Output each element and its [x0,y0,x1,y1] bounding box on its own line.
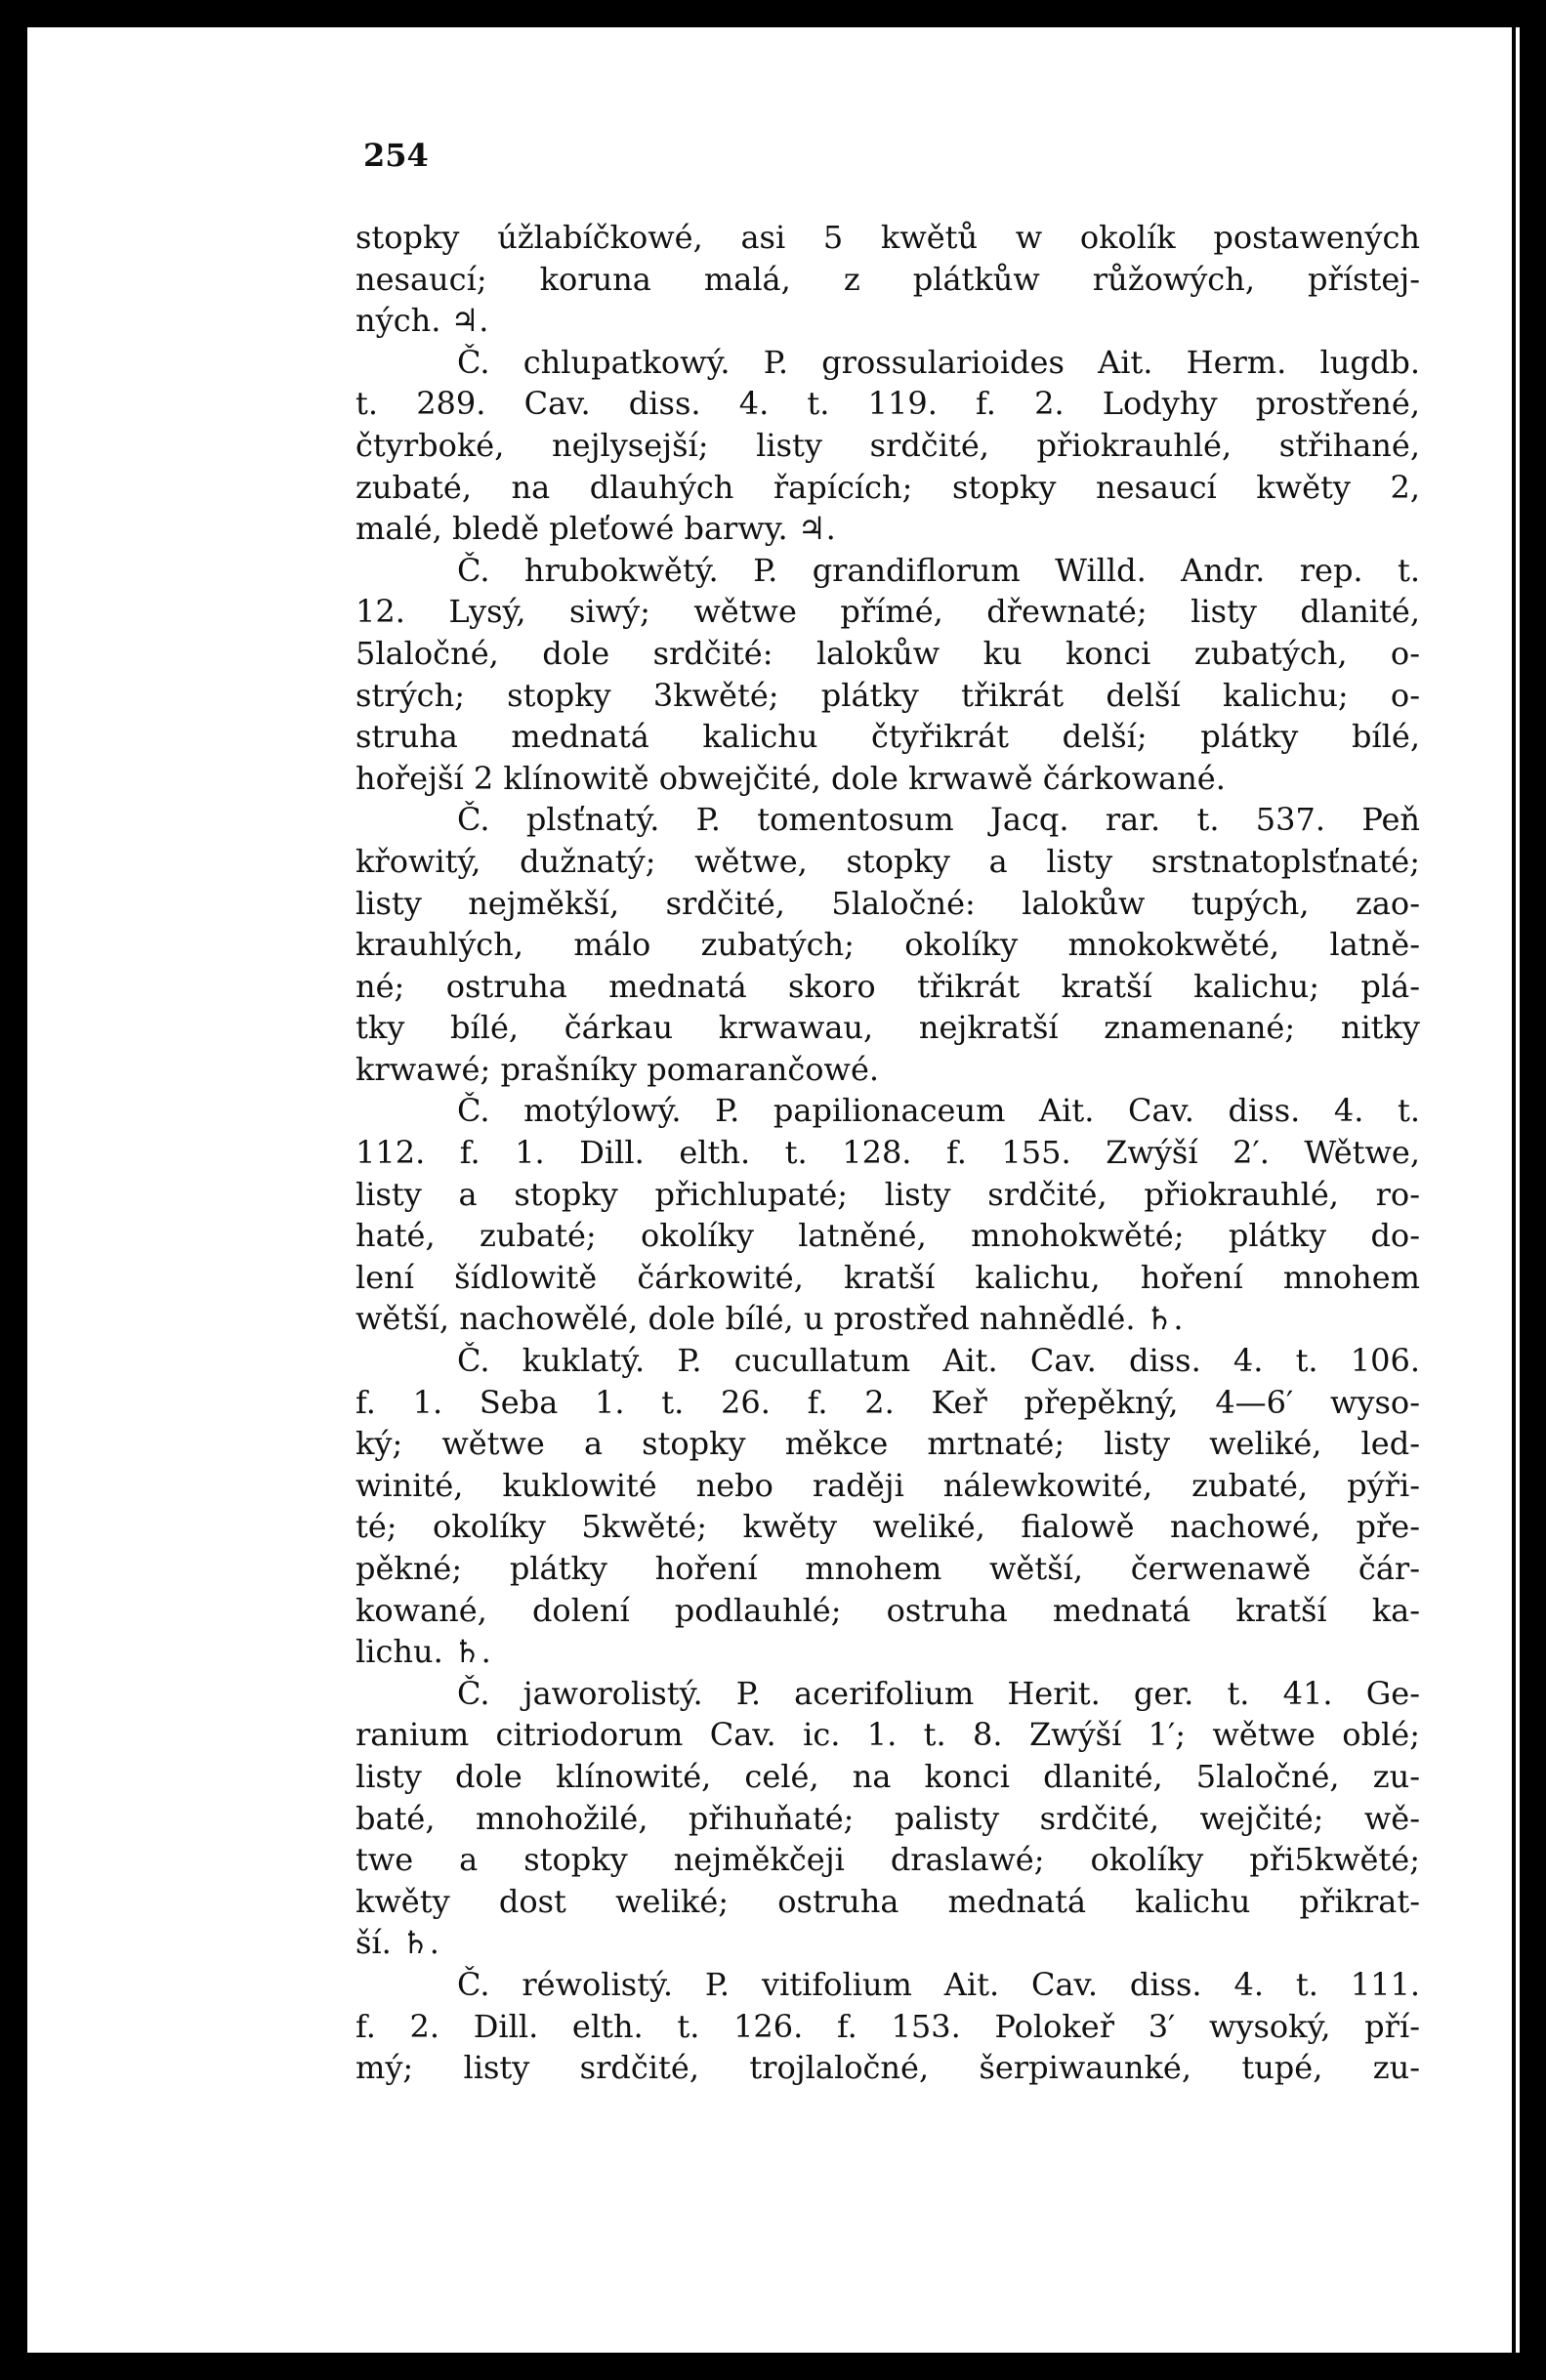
text-line: ký; wětwe a stopky měkce mrtnaté; listy weliké, led- [355,1425,1420,1463]
text-line: listy dole klínowité, celé, na konci dlanité, 5laločné, zu- [355,1757,1420,1795]
text-line: né; ostruha mednatá skoro třikrát kratší kalichu; plá- [355,967,1420,1005]
text-line: Č. réwolistý. P. vitifolium Ait. Cav. diss. 4. t. 111. [457,1965,1420,2003]
text-line: f. 1. Seba 1. t. 26. f. 2. Keř přepěkný, 4—6′ wyso- [355,1383,1420,1421]
text-line: struha mednatá kalichu čtyřikrát delší; plátky bílé, [355,718,1420,756]
text-line: f. 2. Dill. elth. t. 126. f. 153. Polokeř 3′ wysoký, pří- [355,2007,1420,2045]
text-line: 112. f. 1. Dill. elth. t. 128. f. 155. Zwýší 2′. Wětwe, [355,1134,1420,1172]
text-line: malé, bledě pleťowé barwy. ♃. [355,510,836,548]
text-line: té; okolíky 5kwěté; kwěty weliké, fialowě nachowé, pře- [355,1508,1420,1546]
page-edge-line [1516,27,1520,2353]
text-line: wětší, nachowělé, dole bílé, u prostřed nahnědlé. ♄. [355,1300,1184,1338]
text-line: baté, mnohožilé, přihuňaté; palisty srdčité, wejčité; wě- [355,1799,1420,1837]
body-text [355,217,1420,2089]
text-line: čtyrboké, nejlysejší; listy srdčité, přiokrauhlé, střihané, [355,426,1420,464]
text-line: lení šídlowitě čárkowité, kratší kalichu, hoření mnohem [355,1258,1420,1296]
text-line: winité, kuklowité nebo raději nálewkowité, zubaté, pýři- [355,1466,1420,1504]
text-line: listy a stopky přichlupaté; listy srdčité, přiokrauhlé, ro- [355,1175,1420,1213]
text-line: Č. motýlowý. P. papilionaceum Ait. Cav. diss. 4. t. [457,1092,1420,1130]
text-line: Č. plsťnatý. P. tomentosum Jacq. rar. t. 537. Peň [457,801,1420,839]
page-number: 254 [363,137,429,174]
text-line: strých; stopky 3kwěté; plátky třikrát delší kalichu; o- [355,676,1420,714]
text-line: nesaucí; koruna malá, z plátkůw růžowých, přístej- [355,260,1420,298]
text-line: Č. jaworolistý. P. acerifolium Herit. ger. t. 41. Ge- [457,1674,1420,1712]
text-line: 12. Lysý, siwý; wětwe přímé, dřewnaté; listy dlanité, [355,593,1420,631]
text-line: křowitý, dužnatý; wětwe, stopky a listy srstnatoplsťnaté; [355,842,1420,880]
text-line: kwěty dost weliké; ostruha mednatá kalichu přikrat- [355,1882,1420,1920]
text-line: stopky úžlabíčkowé, asi 5 kwětů w okolík postawených [355,219,1420,256]
text-line: Č. chlupatkowý. P. grossularioides Ait. Herm. lugdb. [457,343,1420,381]
text-line: krauhlých, málo zubatých; okolíky mnokokwěté, latně- [355,926,1420,964]
text-line: Č. kuklatý. P. cucullatum Ait. Cav. diss. 4. t. 106. [457,1342,1420,1380]
text-line: ší. ♄. [355,1924,439,1962]
text-line: mý; listy srdčité, trojlaločné, šerpiwaunké, tupé, zu- [355,2049,1420,2087]
text-line: t. 289. Cav. diss. 4. t. 119. f. 2. Lodyhy prostřené, [355,385,1420,423]
text-line: ranium citriodorum Cav. ic. 1. t. 8. Zwýší 1′; wětwe oblé; [355,1716,1420,1754]
text-line: haté, zubaté; okolíky latněné, mnohokwěté; plátky do- [355,1217,1420,1255]
text-line: lichu. ♄. [355,1633,491,1671]
text-line: Č. hrubokwětý. P. grandiflorum Willd. Andr. rep. t. [457,551,1420,589]
text-line: zubaté, na dlauhých řapících; stopky nesaucí kwěty 2, [355,468,1420,506]
text-line: pěkné; plátky hoření mnohem wětší, čerwenawě čár- [355,1550,1420,1587]
text-line: tky bílé, čárkau krwawau, nejkratší znamenané; nitky [355,1009,1420,1047]
text-line: 5laločné, dole srdčité: lalokůw ku konci zubatých, o- [355,634,1420,672]
text-line: kowané, dolení podlauhlé; ostruha mednatá kratší ka- [355,1591,1420,1629]
text-line: twe a stopky nejměkčeji draslawé; okolíky při5kwěté; [355,1841,1420,1879]
text-line: hořejší 2 klínowitě obwejčité, dole krwawě čárkowané. [355,759,1226,797]
text-line: ných. ♃. [355,302,489,340]
text-line: listy nejměkší, srdčité, 5laločné: lalokůw tupých, zao- [355,884,1420,922]
text-line: krwawé; prašníky pomarančowé. [355,1050,880,1088]
